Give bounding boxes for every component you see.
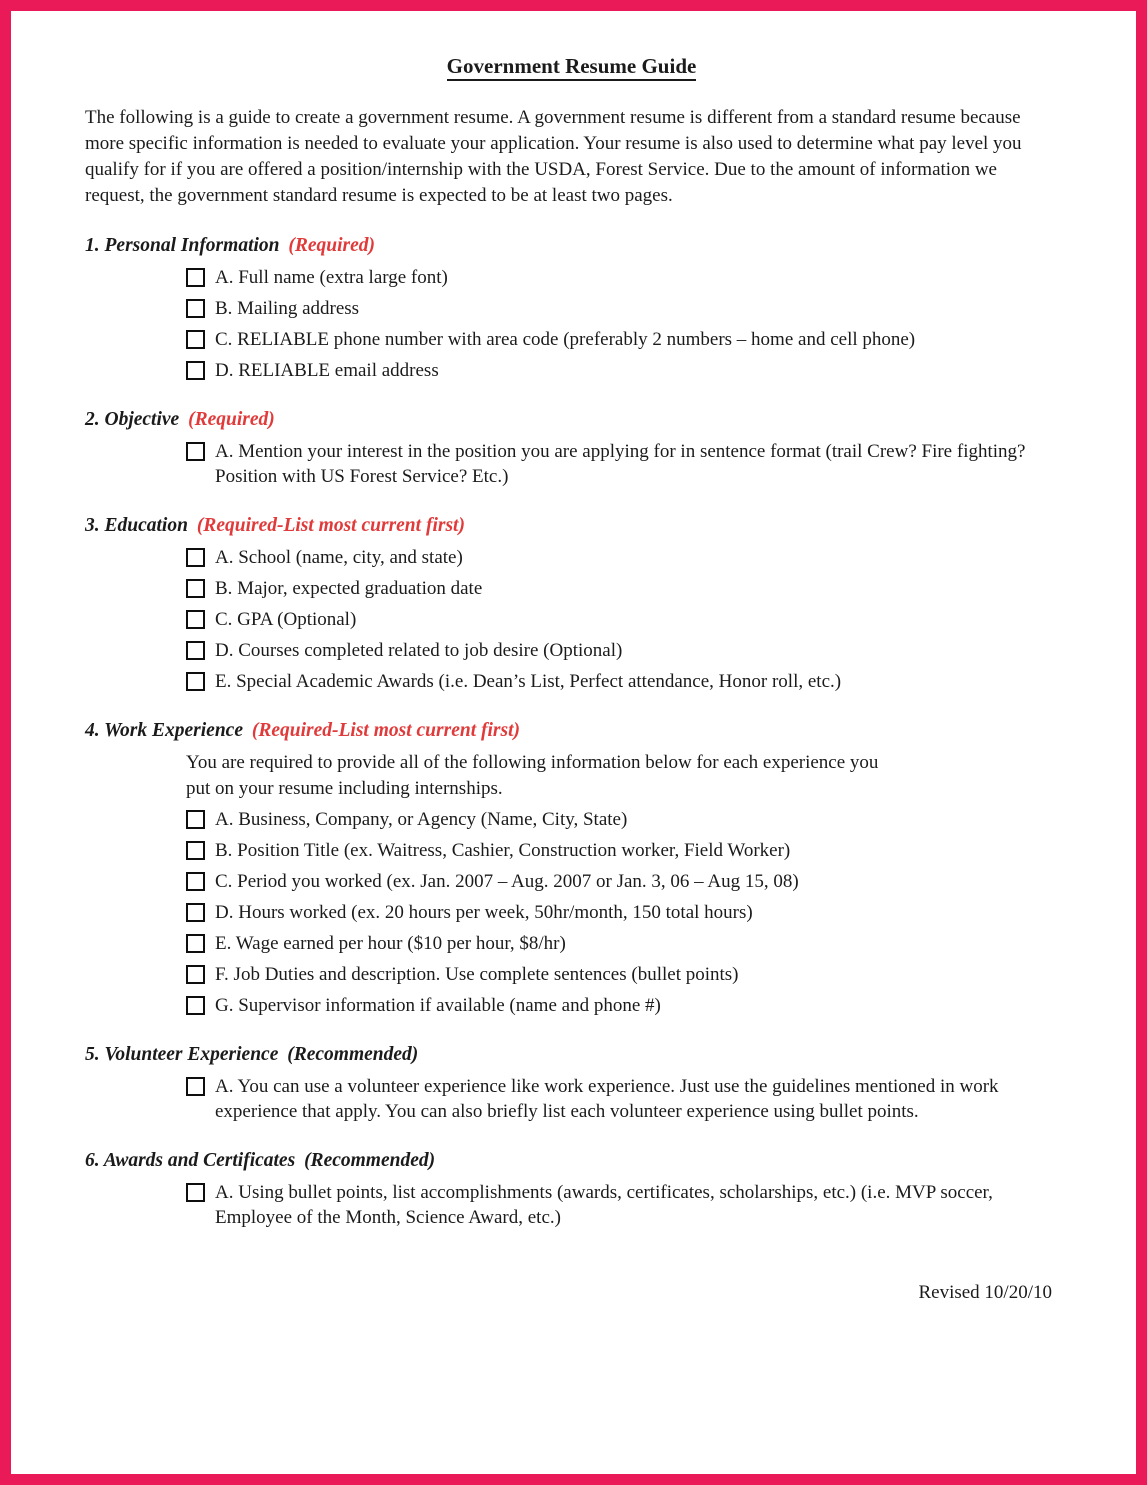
- checklist-item-label: E. Special Academic Awards (i.e. Dean’s List, Perfect attendance, Honor roll, etc.): [215, 671, 842, 692]
- section-items: [186, 1074, 1058, 1124]
- section-items: [186, 545, 1058, 694]
- checklist-item-label: B. Position Title (ex. Waitress, Cashier, Construction worker, Field Worker): [215, 840, 791, 861]
- checkbox-icon[interactable]: [186, 841, 205, 860]
- section-items: [186, 750, 1058, 1018]
- checklist-item-label: B. Major, expected graduation date: [215, 578, 483, 599]
- section-work-experience: [85, 718, 1058, 1018]
- checklist-item-label: A. School (name, city, and state): [215, 547, 463, 568]
- checklist-item: [186, 576, 1058, 601]
- section-heading-text: 6. Awards and Certificates: [85, 1150, 296, 1171]
- checklist-item-label: D. Courses completed related to job desire (Optional): [215, 640, 623, 661]
- checklist-item: [186, 439, 1058, 489]
- checkbox-icon[interactable]: [186, 1183, 205, 1202]
- checkbox-icon[interactable]: [186, 672, 205, 691]
- checkbox-icon[interactable]: [186, 330, 205, 349]
- checklist-item-label: A. You can use a volunteer experience like work experience. Just use the guidelines mentioned in work experience that apply. You can also briefly list each volunteer experience using bullet points.: [215, 1076, 999, 1122]
- section-objective: [85, 407, 1058, 489]
- checklist-item-label: F. Job Duties and description. Use complete sentences (bullet points): [215, 964, 739, 985]
- checklist-item-label: C. Period you worked (ex. Jan. 2007 – Aug. 2007 or Jan. 3, 06 – Aug 15, 08): [215, 871, 799, 892]
- checkbox-icon[interactable]: [186, 299, 205, 318]
- checklist-item-label: D. Hours worked (ex. 20 hours per week, 50hr/month, 150 total hours): [215, 902, 753, 923]
- checklist-item-label: D. RELIABLE email address: [215, 360, 439, 381]
- section-items: [186, 1180, 1058, 1230]
- section-qualifier: (Required-List most current first): [251, 720, 520, 741]
- checkbox-icon[interactable]: [186, 610, 205, 629]
- section-awards-certificates: [85, 1148, 1058, 1230]
- checklist-item-label: A. Business, Company, or Agency (Name, City, State): [215, 809, 628, 830]
- section-qualifier: (Required): [188, 409, 275, 430]
- section-volunteer-experience: [85, 1042, 1058, 1124]
- section-heading-text: 1. Personal Information: [85, 235, 280, 256]
- checklist-item-label: E. Wage earned per hour ($10 per hour, $8/hr): [215, 933, 566, 954]
- section-education: [85, 513, 1058, 694]
- checklist-item: [186, 669, 1058, 694]
- section-note: You are required to provide all of the following information below for each experience you put on your resume including internships.: [186, 752, 879, 799]
- checkbox-icon[interactable]: [186, 641, 205, 660]
- checklist-item: [186, 993, 1058, 1018]
- checklist-item: [186, 607, 1058, 632]
- checkbox-icon[interactable]: [186, 996, 205, 1015]
- checklist-item: [186, 931, 1058, 956]
- revision-date: Revised 10/20/10: [918, 1282, 1052, 1303]
- section-heading: [85, 233, 1058, 258]
- checkbox-icon[interactable]: [186, 810, 205, 829]
- checkbox-icon[interactable]: [186, 934, 205, 953]
- checklist-item-label: C. RELIABLE phone number with area code (preferably 2 numbers – home and cell phone): [215, 329, 916, 350]
- checklist-item: [186, 545, 1058, 570]
- intro-paragraph: The following is a guide to create a government resume. A government resume is different from a standard resume because more specific information is needed to evaluate your application. Your resume is also used to determine what pay level you qualify for if you are offered a position/internship with the USDA, Forest Service. Due to the amount of information we request, the government standard resume is expected to be at least two pages.: [85, 107, 1022, 206]
- checklist-item-label: A. Mention your interest in the position you are applying for in sentence format (trail Crew? Fire fighting? Position with US Forest Service? Etc.): [215, 441, 1026, 487]
- checklist-item-label: A. Using bullet points, list accomplishments (awards, certificates, scholarships, etc.) (i.e. MVP soccer, Employee of the Month, Science Award, etc.): [215, 1182, 993, 1228]
- checklist-item-label: C. GPA (Optional): [215, 609, 357, 630]
- checklist-item: [186, 962, 1058, 987]
- checkbox-icon[interactable]: [186, 361, 205, 380]
- section-qualifier: (Recommended): [304, 1150, 436, 1171]
- checklist-item: [186, 869, 1058, 894]
- page-title-text: Government Resume Guide: [447, 54, 697, 81]
- checklist-item-label: B. Mailing address: [215, 298, 360, 319]
- checklist-item-label: A. Full name (extra large font): [215, 267, 448, 288]
- checklist-item: [186, 358, 1058, 383]
- section-heading-text: 4. Work Experience: [85, 720, 243, 741]
- section-heading: [85, 1042, 1058, 1067]
- page-title: [85, 54, 1058, 79]
- checklist-item: [186, 1074, 1058, 1124]
- section-qualifier: (Required): [288, 235, 376, 256]
- section-heading: [85, 513, 1058, 538]
- checklist-item-label: G. Supervisor information if available (name and phone #): [215, 995, 661, 1016]
- section-heading: [85, 1148, 1058, 1173]
- checklist-item: [186, 900, 1058, 925]
- section-qualifier: (Required-List most current first): [196, 515, 465, 536]
- section-heading-text: 5. Volunteer Experience: [85, 1044, 279, 1065]
- checkbox-icon[interactable]: [186, 1077, 205, 1096]
- checkbox-icon[interactable]: [186, 903, 205, 922]
- checkbox-icon[interactable]: [186, 442, 205, 461]
- section-items: [186, 439, 1058, 489]
- section-qualifier: (Recommended): [287, 1044, 419, 1065]
- section-items: [186, 265, 1058, 383]
- section-heading-text: 3. Education: [85, 515, 188, 536]
- checklist-item: [186, 638, 1058, 663]
- checkbox-icon[interactable]: [186, 872, 205, 891]
- checkbox-icon[interactable]: [186, 965, 205, 984]
- section-heading: [85, 718, 1058, 743]
- checklist-item: [186, 1180, 1058, 1230]
- checkbox-icon[interactable]: [186, 579, 205, 598]
- checkbox-icon[interactable]: [186, 548, 205, 567]
- checklist-item: [186, 838, 1058, 863]
- checklist-item: [186, 296, 1058, 321]
- checkbox-icon[interactable]: [186, 268, 205, 287]
- section-heading: [85, 407, 1058, 432]
- checklist-item: [186, 807, 1058, 832]
- section-personal-information: [85, 233, 1058, 383]
- checklist-item: [186, 327, 1058, 352]
- checklist-item: [186, 265, 1058, 290]
- section-heading-text: 2. Objective: [85, 409, 180, 430]
